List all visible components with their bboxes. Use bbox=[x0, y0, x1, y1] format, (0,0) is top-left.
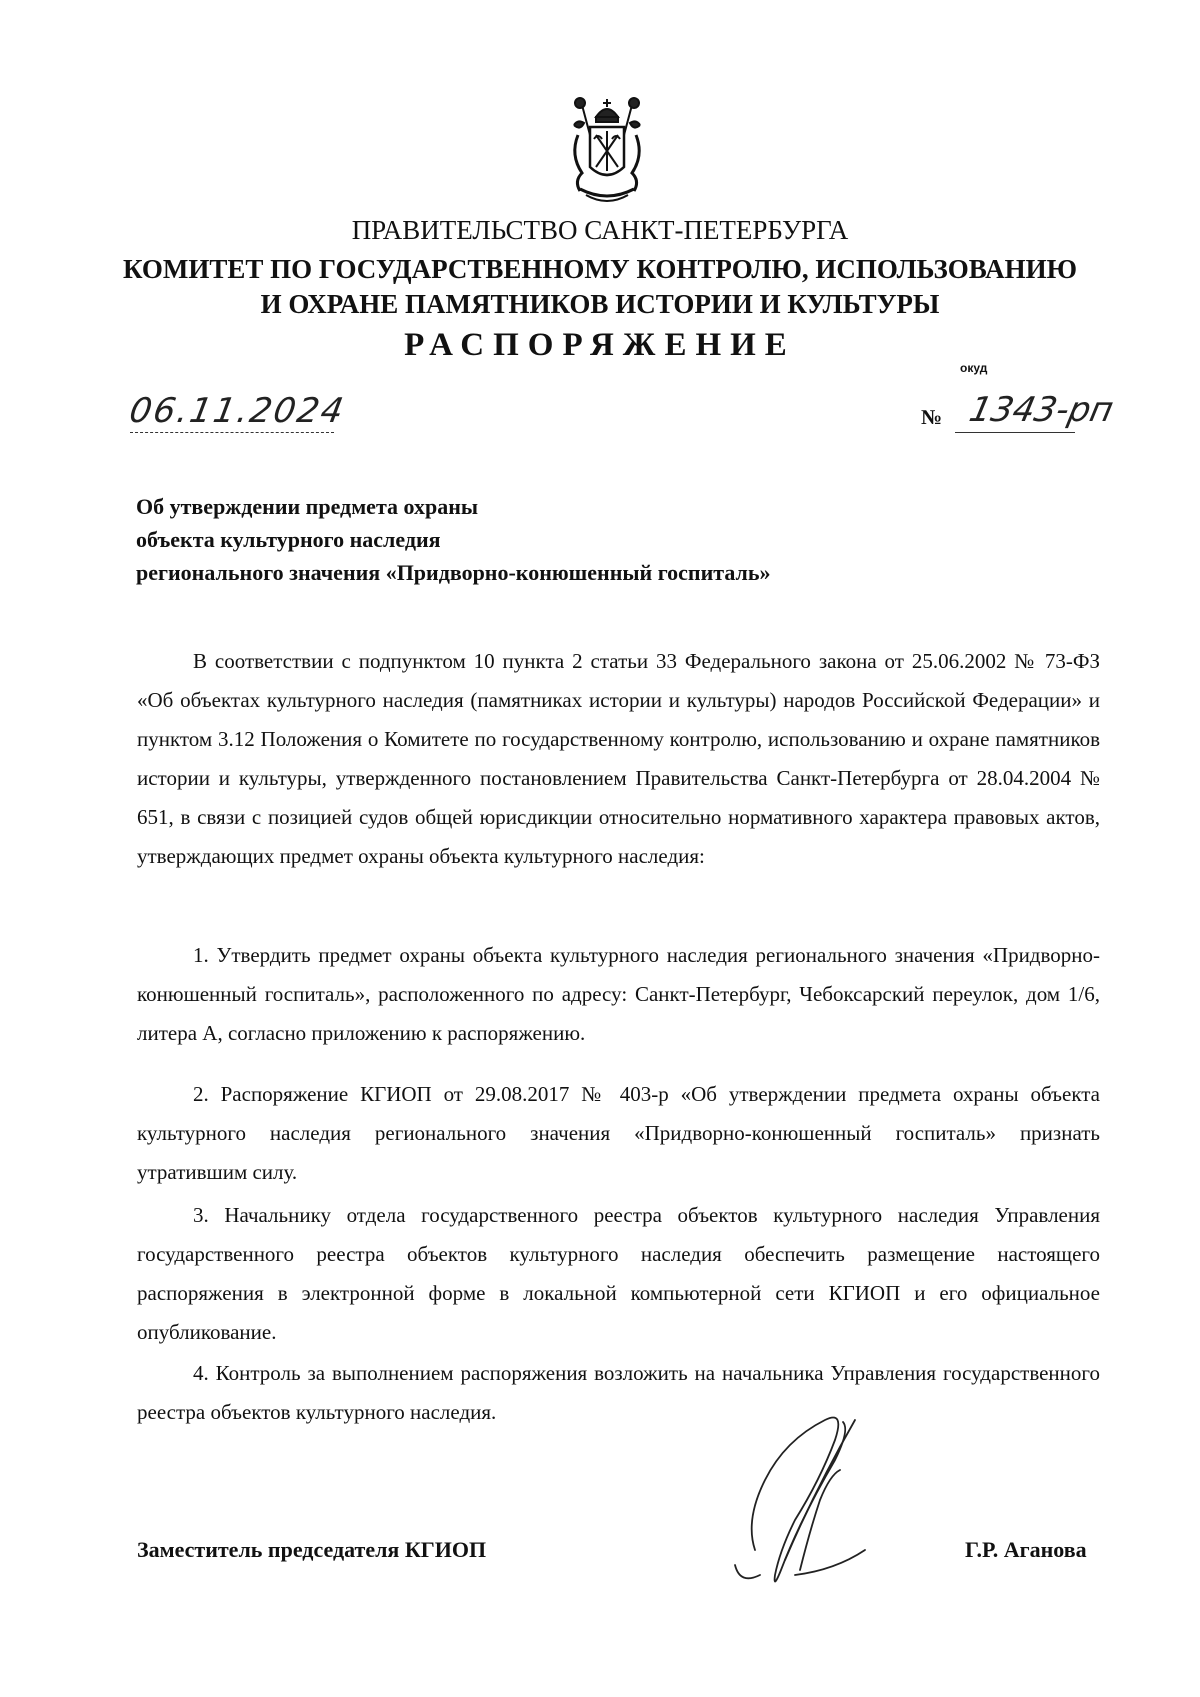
committee-title-line-2: И ОХРАНЕ ПАМЯТНИКОВ ИСТОРИИ И КУЛЬТУРЫ bbox=[260, 289, 940, 319]
signatory-name: Г.Р. Аганова bbox=[965, 1537, 1087, 1562]
subject-line-2: объекта культурного наследия bbox=[136, 527, 441, 552]
government-title: ПРАВИТЕЛЬСТВО САНКТ-ПЕТЕРБУРГА bbox=[351, 215, 849, 245]
signatory-position: Заместитель председателя КГИОП bbox=[137, 1537, 487, 1562]
committee-title-line-1: КОМИТЕТ ПО ГОСУДАРСТВЕННОМУ КОНТРОЛЮ, ИСПОЛЬЗОВАНИЮ bbox=[123, 254, 1077, 284]
subject-line-3: регионального значения «Придворно-конюшенный госпиталь» bbox=[136, 560, 771, 585]
document-subject bbox=[136, 490, 771, 589]
number-sign: № bbox=[921, 405, 943, 429]
item-2-paragraph: 2. Распоряжение КГИОП от 29.08.2017 № 403-р «Об утверждении предмета охраны объекта культурного наследия регионального значения «Придворно-конюшенный госпиталь» признать утратившим силу. bbox=[137, 1082, 1100, 1184]
item-3-paragraph: 3. Начальнику отдела государственного реестра объектов культурного наследия Управления государственного реестра объектов культурного наследия обеспечить размещение настоящего распоряжения в электронной форме в локальной компьютерной сети КГИОП и его официальное опубликование. bbox=[137, 1203, 1100, 1344]
document-type-heading: РАСПОРЯЖЕНИЕ bbox=[404, 327, 796, 363]
number-underline bbox=[955, 432, 1075, 433]
subject-line-1: Об утверждении предмета охраны bbox=[136, 494, 479, 519]
item-1-paragraph: 1. Утвердить предмет охраны объекта культурного наследия регионального значения «Придворно-конюшенный госпиталь», расположенного по адресу: Санкт-Петербург, Чебоксарский переулок, дом 1/6, литера А, согласно приложению к распоряжению. bbox=[137, 943, 1100, 1045]
coat-of-arms-icon bbox=[560, 95, 654, 205]
item-4-paragraph: 4. Контроль за выполнением распоряжения возложить на начальника Управления государственного реестра объектов культурного наследия. bbox=[137, 1361, 1100, 1424]
okud-label: окуд bbox=[960, 361, 988, 375]
handwritten-signature bbox=[725, 1400, 875, 1595]
document-number: 1343-рп bbox=[965, 390, 1117, 430]
document-date: 06.11.2024 bbox=[126, 391, 349, 431]
intro-paragraph: В соответствии с подпунктом 10 пункта 2 статьи 33 Федерального закона от 25.06.2002 № 73-ФЗ «Об объектах культурного наследия (памятниках истории и культуры) народов Российской Федерации» и пунктом 3.12 Положения о Комитете по государственному контролю, использованию и охране памятников истории и культуры, утвержденного постановлением Правительства Санкт-Петербурга от 28.04.2004 № 651, в связи с позицией судов общей юрисдикции относительно нормативного характера правовых актов, утверждающих предмет охраны объекта культурного наследия: bbox=[137, 649, 1100, 868]
date-underline bbox=[130, 432, 334, 433]
